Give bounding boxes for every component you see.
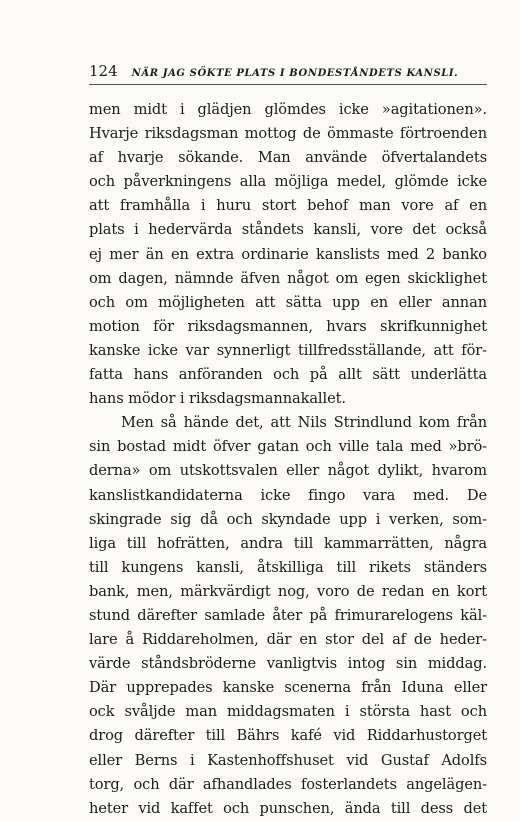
text-line: eller Berns i Kastenhoffshuset vid Gustaf Adolfs <box>89 751 487 769</box>
text-line: Hvarje riksdagsman mottog de ömmaste förtroenden <box>89 125 487 143</box>
text-line: om dagen, nämnde äfven något om egen skicklighet <box>89 269 487 287</box>
text-line: heter vid kaffet och punschen, ända till dess det <box>89 799 487 817</box>
text-line: till kungens kansli, åtskilliga till rikets ständers <box>89 558 487 576</box>
text-line: värde ståndsbröderne vanligtvis intog sin middag. <box>89 655 487 673</box>
text-line: torg, och där afhandlades fosterlandets angelägen- <box>89 775 487 793</box>
text-line: skingrade sig då och skyndade upp i verken, som- <box>89 510 487 528</box>
text-line: Där upprepades kanske scenerna från Iduna eller <box>89 679 487 697</box>
text-line: af hvarje sökande. Man använde öfvertalandets <box>89 149 487 167</box>
text-line: Men så hände det, att Nils Strindlund kom från <box>121 414 487 432</box>
text-line: hans mödor i riksdagsmannakallet. <box>89 390 346 408</box>
text-line: men midt i glädjen glömdes icke »agitationen». <box>89 101 487 118</box>
text-line: plats i hedervärda ståndets kansli, vore det också <box>89 221 487 239</box>
text-line: motion för riksdagsmannen, hvars skrifkunnighet <box>89 317 487 335</box>
running-head <box>89 62 487 82</box>
text-line: och om möjligheten att sätta upp en eller annan <box>89 293 487 311</box>
page-number: 124 <box>89 62 118 80</box>
text-line: ock svåljde man middagsmaten i största hast och <box>89 703 487 721</box>
text-line: derna» om utskottsvalen eller något dylikt, hvarom <box>89 462 487 480</box>
text-line: kanslistkandidaterna icke fingo vara med. De <box>89 486 487 504</box>
running-title: NÄR JAG SÖKTE PLATS I BONDESTÅNDETS KANSLI. <box>131 68 459 79</box>
text-line: lare å Riddareholmen, där en stor del af de heder- <box>89 631 487 649</box>
text-line: att framhålla i huru stort behof man vore af en <box>89 197 487 215</box>
book-page <box>89 62 487 821</box>
text-line: liga till hofrätten, andra till kammarrätten, några <box>89 534 487 552</box>
text-line: kanske icke var synnerligt tillfredsställande, att för- <box>89 341 487 359</box>
text-line: bank, men, märkvärdigt nog, voro de redan en kort <box>89 582 487 600</box>
text-line: sin bostad midt öfver gatan och ville tala med »brö- <box>89 438 487 456</box>
text-line: drog därefter till Bährs kafé vid Riddarhustorget <box>89 727 487 745</box>
text-line: och påverkningens alla möjliga medel, glömde icke <box>89 173 487 191</box>
body-text <box>89 98 487 821</box>
header-rule <box>89 84 487 85</box>
text-line: fatta hans anföranden och på allt sätt underlätta <box>89 366 487 384</box>
text-line: ej mer än en extra ordinarie kanslists med 2 banko <box>89 245 487 263</box>
text-line: stund därefter samlade åter på frimurarelogens käl- <box>89 606 487 624</box>
